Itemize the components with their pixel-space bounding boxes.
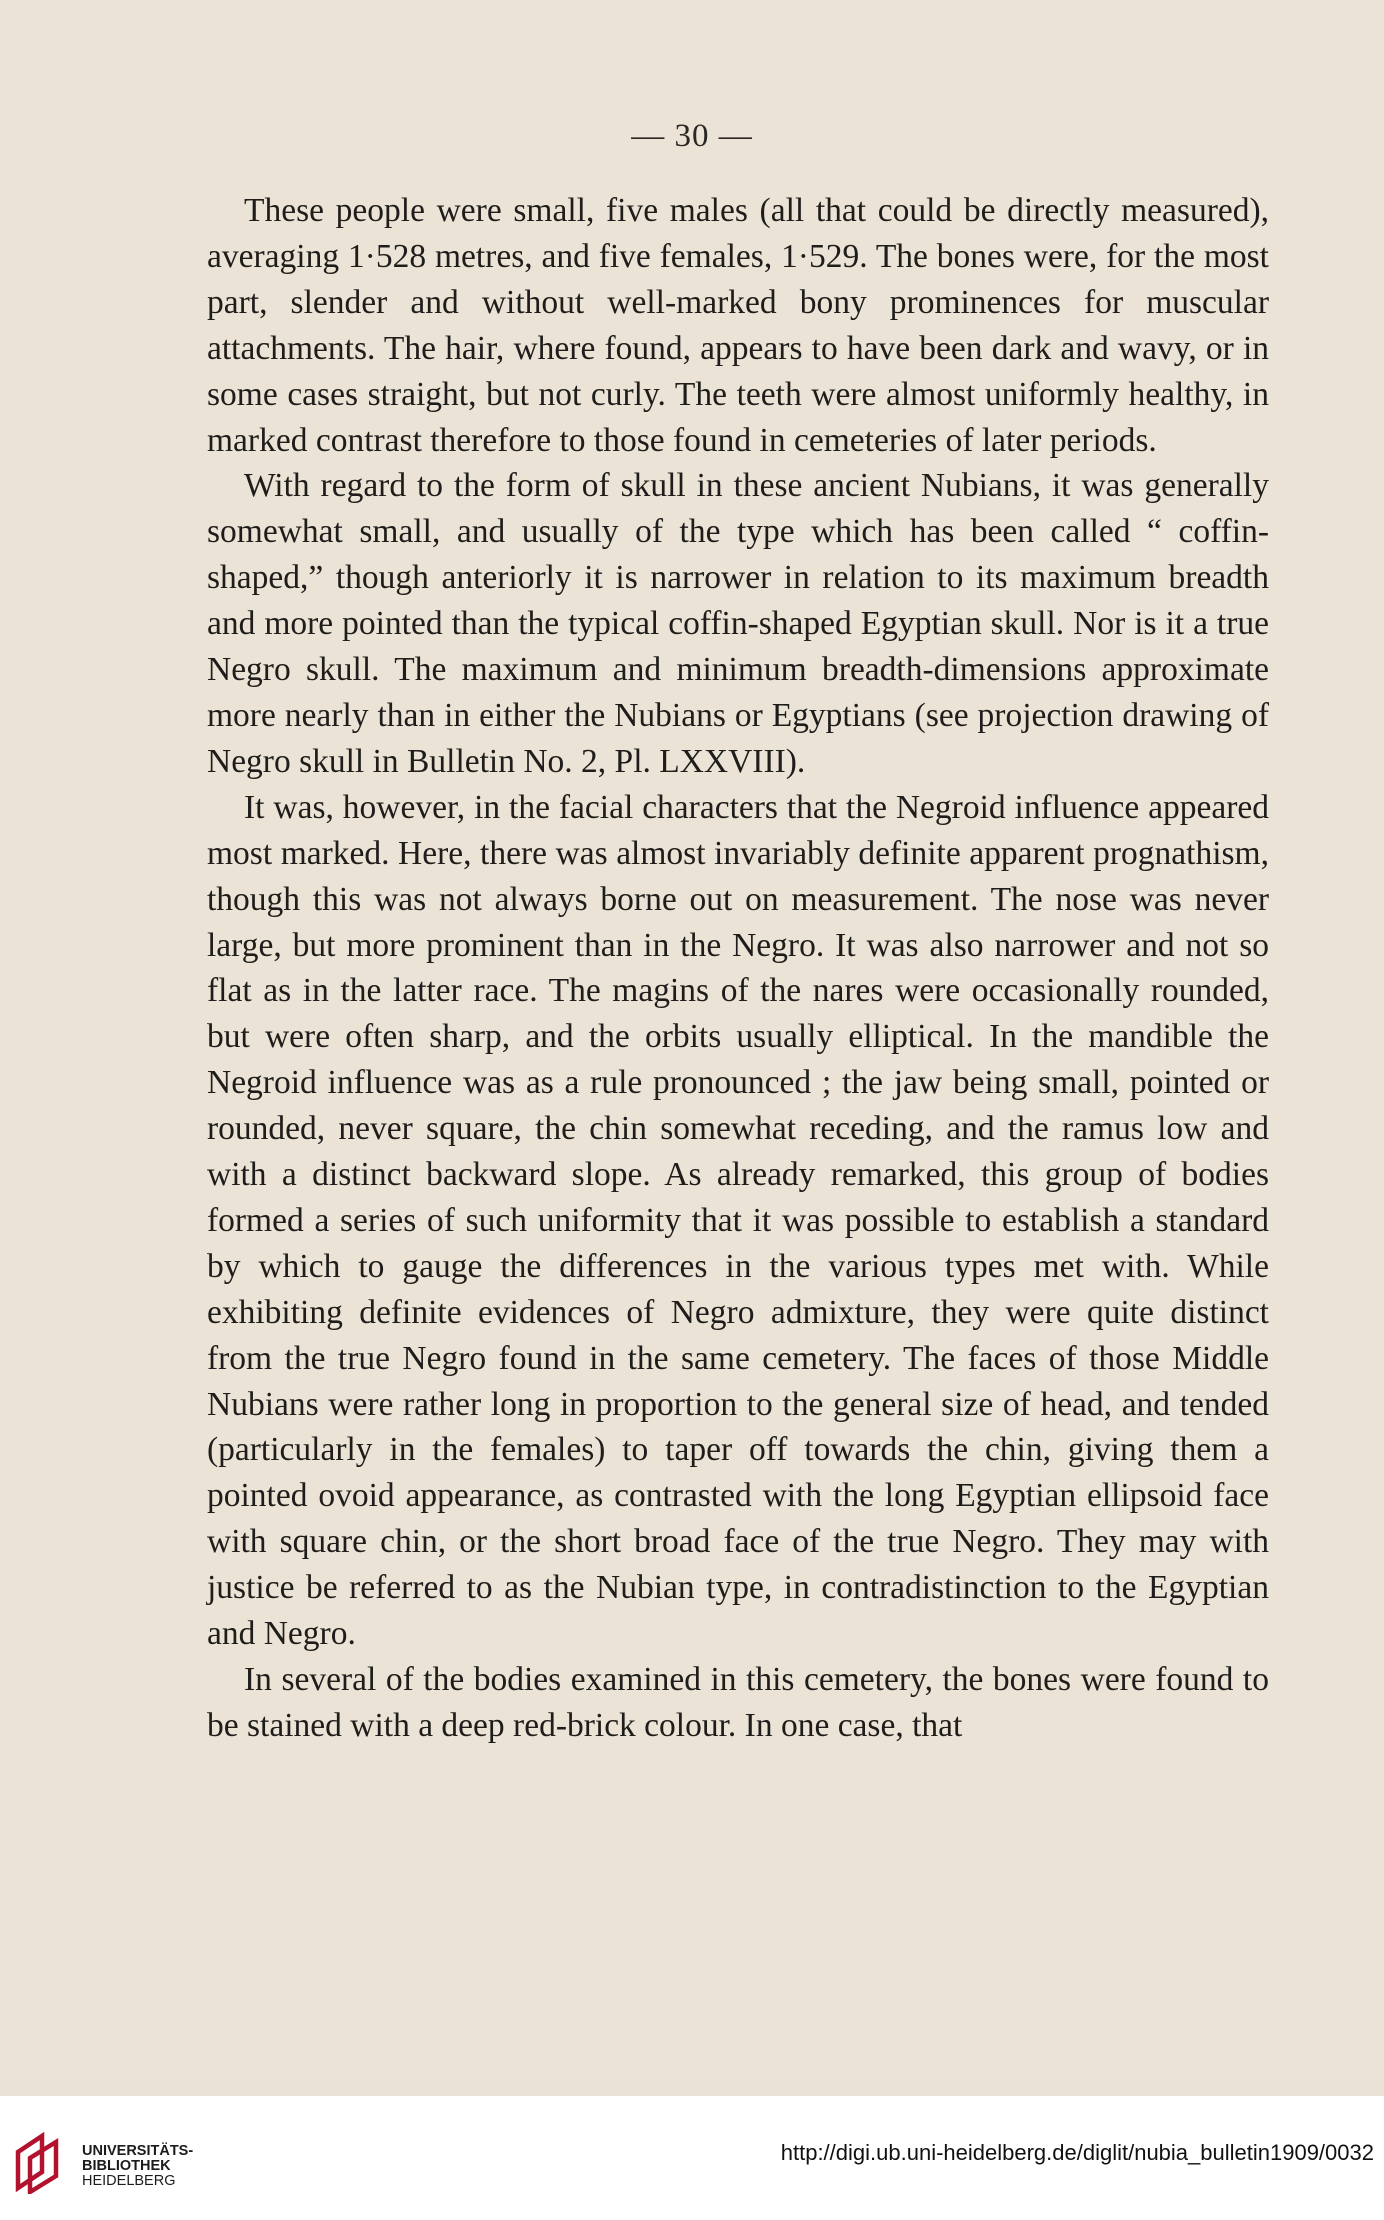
library-name-line-1: UNIVERSITÄTS- bbox=[82, 2143, 194, 2159]
library-name-line-2: BIBLIOTHEK bbox=[82, 2158, 171, 2174]
library-logo-icon bbox=[12, 2130, 72, 2194]
paragraph-4: In several of the bodies examined in this cemetery, the bones were found to be stained with a deep red-brick colour. In one case, that bbox=[207, 1661, 1269, 1744]
library-name bbox=[82, 2144, 193, 2189]
body-text bbox=[207, 188, 1269, 1749]
paragraph-3: It was, however, in the facial characters that the Negroid influence appeared most marked. Here, there was almost invariably definite apparent prognathism, though this was not always borne out on measurement. The nose was never large, but more prominent than in the Negro. It was also narrower and not so flat as in the latter race. The magins of the nares were occasionally rounded, but were often sharp, and the orbits usually elliptical. In the mandible the Negroid influence was as a rule pronounced ; the jaw being small, pointed or rounded, never square, the chin somewhat receding, and the ramus low and with a distinct backward slope. As already remarked, this group of bodies formed a series of such uniformity that it was possible to establish a standard by which to gauge the differences in the various types met with. While exhibiting definite evidences of Negro admixture, they were quite distinct from the true Negro found in the same cemetery. The faces of those Middle Nubians were rather long in proportion to the general size of head, and tended (particularly in the females) to taper off towards the chin, giving them a pointed ovoid appearance, as contrasted with the long Egyptian ellipsoid face with square chin, or the short broad face of the true Negro. They may with justice be referred to as the Nubian type, in contradistinction to the Egyptian and Negro. bbox=[207, 788, 1269, 1653]
footer-bar bbox=[0, 2096, 1384, 2220]
paragraph-1: These people were small, five males (all that could be directly measured), averaging 1·528 metres, and five females, 1·529. The bones were, for the most part, slender and without well-marked bony prominences for muscular attachments. The hair, where found, appears to have been dark and wavy, or in some cases straight, but not curly. The teeth were almost uniformly healthy, in marked contrast therefore to those found in cemeteries of later periods. bbox=[207, 192, 1269, 459]
source-url-link[interactable]: http://digi.ub.uni-heidelberg.de/diglit/nubia_bulletin1909/0032 bbox=[780, 2140, 1374, 2165]
page-number: — 30 — bbox=[631, 118, 753, 154]
library-name-line-3: HEIDELBERG bbox=[82, 2173, 176, 2189]
paragraph-2: With regard to the form of skull in these ancient Nubians, it was generally somewhat small, and usually of the type which has been called “ coffin-shaped,” though anteriorly it is narrower in relation to its maximum breadth and more pointed than the typical coffin-shaped Egyptian skull. Nor is it a true Negro skull. The maximum and minimum breadth-dimensions approximate more nearly than in either the Nubians or Egyptians (see projection drawing of Negro skull in Bulletin No. 2, Pl. LXXVIII). bbox=[207, 467, 1269, 780]
